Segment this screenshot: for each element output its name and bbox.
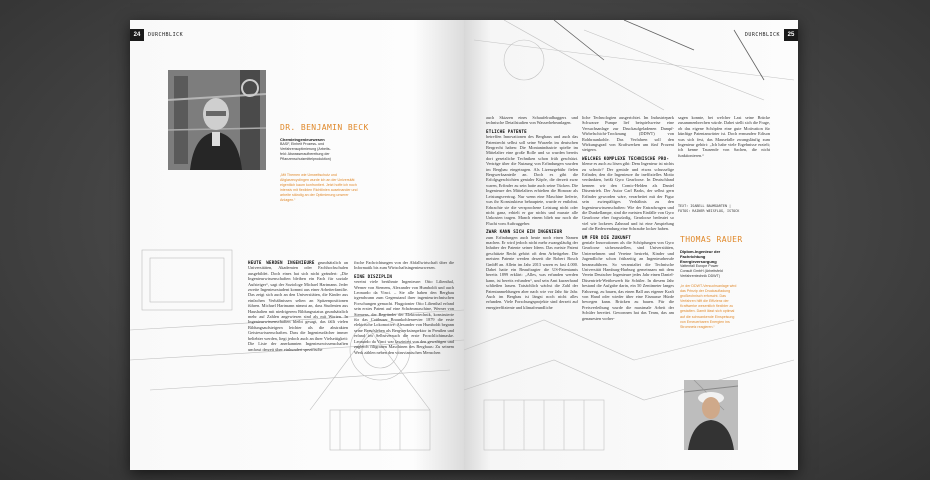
bio-role-beck <box>280 137 360 162</box>
bio-role-rauer <box>680 249 742 279</box>
column-text: vereint viele berühmte Ingenieure: Otto Lilienthal, Werner von Siemens, Alexander von Humboldt und auch Leonardo da Vinci. – Sie alle haben den Bergbau irgendwann zum Gegenstand ihrer ingenieurtechnischen Forschungen gemacht. Flugpionier Otto Lilienthal erfand sein erstes Patent auf eine Schrämmaschine, Werner von Siemens, der Begründer der Elektrotechnik, konstruierte für das Cottbuser Braunkohlenrevier 1879 die erste elektrische Lokomotive. Alexander von Humboldt begann seine Berufsleben als Bergwerksinspektor in Preußen und erfand im Selbstversuch die erste Froschlichtmaske. Leonardo da Vinci war fasziniert von den gewaltigen und zugleich filigranen Maschinen des Bergbaus: Zu seinem Werk zählen neben den vitruvianischen Menschen <box>354 279 454 355</box>
article-column-3 <box>486 115 578 458</box>
column-subhead: UM FÜR DIE ZUKUNFT <box>582 234 631 240</box>
article-column-4 <box>582 115 674 458</box>
bio-quote-rauer: „In der DDWT-Versuchsanlage wird das Prinzip der Druckaufladung großtechnisch erforscht. Das Verfahren hilft die Effizienz der Kraftwerke wesentlich flexibler zu gestalten. Damit lässt sich optimal auf die schwankende Einspeisung von Erneuerbaren Energien ins Stromnetz reagieren.“ <box>680 284 737 329</box>
bio-role-line: Verfahrensoptimierung (Arbeits- <box>280 147 331 151</box>
column-text: betreffen Innovationen des Bergbaus und auch das Patentrecht selbst soll seine Wurzeln im deutschen Bergrecht haben: Die Montanindustrie spielte im Mittelalter eine große Rolle und so wurden bereits dort gesetzliche Techniken schon früh geschützt. Verträge über die Nutzung von Erfindungen wurden im Bergbau eingetragen. Als Lizenzgebühr fielen Bergwerksanteile an. Doch es gibt die Erfolgsgeschichten genialer Köpfe, die derzeit zwar waren, Erfinder zu sein hatte auch seine Tücken. Die Ingenieure des Mittelalters erhielten die Honorar als Leistungsvertrag. Nur wenn eine Maschine lieferte, was ihr Konstrukteur behauptete, wurde er entlohnt. Erbrachte sie die versprochene Leistung nicht oder nicht ganz, erhielt er gar nichts und musste alle Unkosten tragen. Manch einem blieb nur noch die Flucht vom Auftraggeber. <box>486 134 578 226</box>
bio-role-line: feld: Abwasseraufbereitung der <box>280 152 330 156</box>
column-subhead: WELCHES KOMPLEXE TECHNISCHE PRO- <box>582 155 670 161</box>
page-number: 25 <box>784 29 798 41</box>
right-page <box>464 20 798 470</box>
column-text: liche Technologien ausgerichtet. Im Industriepark Schwarze Pumpe lief beispielsweise eine Versuchsanlage zur Druckaufgeladenen Dampf-Wirbelschicht-Trocknung (DDWT) von Rohbraunkohle. Das Verfahren soll den Wirkungsgrad von Kraftwerken um fünf Prozent steigern. <box>582 115 674 153</box>
bio-role-title: Chemieingenieurwesen <box>280 137 325 142</box>
bio-role-title: Diplom-Ingenieur der Fachrichtung Energieversorgung <box>680 249 721 264</box>
column-lead: HEUTE WERDEN INGENIEURE <box>248 260 315 265</box>
column-text: grundsätzlich an Universitäten, Akademien oder Fachhochschulen ausgebildet. Doch eines hat sich nicht geändert: „Die Ingenieurwissenschaften bleiben ein Fach für soziale Aufsteiger“, sagt der Soziologe Michael Hartmann. Jeder zweite Ingenieurstudent kommt aus einer Arbeiterfamilie. Das zeigt sich auch an den Universitäten, die Kinder aus einfachen Verhältnissen selten an Spitzenpositionen führen. Michael Hartmann nimmt an, dass Studenten aus Haushalten mit niedrigerem Bildungsstatus grundsätzlich mehr auf Zahlen angewiesen sind als mit Worten. In Ingenieurwissenschaften bleibt gesagt, das fällt vielen Bildungsaufsteigern leichter als die abstrakten Geisteswissenschaften. Dass die Ingenieurfächer immer beliebter werden, liegt jedoch auch an ihrer Vielseitigkeit: Die Liste der anerkannten Ingenieurwissenschaften umfasst derzeit über einhundert spezifische <box>248 260 348 352</box>
running-head: DURCHBLICK <box>744 32 780 38</box>
column-subhead: ZWAR KANN SICH EIN INGENIEUR <box>486 229 563 235</box>
bio-role-line: Pflanzenschutzmittelproduktion) <box>280 157 331 161</box>
bio-role-line: BASF, Einheit Prozess- und <box>280 142 325 146</box>
bio-role-line: Consult GmbH (Arbeitsfeld <box>680 269 723 273</box>
column-text: fische Fachrichtungen von der Abfallwirtschaft über die Informatik bis zum Wirtschaftsingenieurwesen. <box>354 260 454 271</box>
bio-quote-beck: „Mit Themen wie Umweltschutz und Altglasrecyclingen wurde ich an der Universität eigentlich kaum konfrontiert. Jetzt hoffe ich noch intensiv mit flexiblen Richtlinien auseinander und arbeite ständig an der Optimierung unserer Anlagen.“ <box>280 173 358 203</box>
column-text: zum Erfindungen auch heute noch einen Namen machen. Er wird jedoch nicht mehr zwangsläufig der Inhaber der Patente seiner Ideen. Das meiste Patent geschützte Recht gehört oft dem Arbeitgeber. Die meisten Patente werden derzeit die Robert Bosch GmbH an. Allein im Jahr 2013 waren es fast 4.000. Dabei hatte ein Beauftragter die US-Patentamts bereits 1899 erklärt: „Alles, was erfunden werden kann, ist bereits erfunden“, und sein Amt kurzerhand schließen lassen. Tatsächlich wächst die Zahl der Patentanmeldungen aber nach wie vor Jahr für Jahr. Auch im Bergbau ist längst noch nicht alles erfunden. Viele Forschungsprojekte sind derzeit auf energieeffiziente und klimafreundliche <box>486 234 578 310</box>
article-column-5 <box>678 115 770 201</box>
portrait-photo-beck <box>168 70 266 170</box>
text-credit <box>678 204 739 213</box>
bio-role-line: Vattenfall Europe Power <box>680 264 719 268</box>
article-column-2 <box>354 260 454 458</box>
portrait-photo-rauer <box>684 380 738 450</box>
column-text: bleme es auch zu lösen gibt: Dem Ingenieur ist nichts zu schwör? Der geniale und etwas schusselige Erfinder, den die Ingenieure ihr ineffizielles Motto verdankten, heißt Gyro Gearloose. In Deutschland kennen wir den Comic-Helden als Daniel Düsentrieb. Der Autor Carl Barks, der selbst gern Erfinder geworden wäre, verarbeitet mit der Figur sein zwiespältiges Verhältnis zu den Ingenieurwissenschaften: Wie der Entradwagen und die Dunkellampe, sind die meisten Einfälle von Gyro Gearloose eher fragwürdig, Gearloose bedeutet so viel wie lockeres Zahnrad und ist eine Anspielung auf die Redewendung eine Schraube locker haben. <box>582 161 674 232</box>
magazine-spread <box>130 20 798 470</box>
running-head: DURCHBLICK <box>148 32 184 38</box>
left-page <box>130 20 464 470</box>
column-text: geniale Innovationen als die Schöpfungen von Gyro Gearloose sicherzustellen, sind Universitäten, Unternehmen und Vereine bestrebt, Kinder und Jugendliche schon frühzeitig an Ingenieurberufe heranzuführen. So veranstaltet die Technische Universität Hamburg-Harburg gemeinsam mit dem Verein Deutscher Ingenieure jedes Jahr einen Daniel-Düsentrieb-Wettbewerb für Schüler. In diesem Jahr bestand die Aufgabe darin, ein 50 Zentimeter langes Fahrzeug, zu bauen, das einen Ball aus eigener Kraft von Hand oder wieder über eine Eismasse Hürde bewegen kann. Brücken zu bauen. Für die Preisverleihung wurde die maximale Arbeit der Schüler bereitet. Gewonnen hat das Team, das am genauesten vorher- <box>582 239 674 321</box>
bio-name-beck: DR. BENJAMIN BECK <box>280 123 369 132</box>
column-text: sagen konnte, bei welcher Last seine Brücke zusammenbrechen würde. Dabei stellt sich die Frage, ob das eigene Schöpfen eine gute Motivation für künftige Patentanwärter ist. Doch ermunderr Edison was sich fest, das Mausefalle zwangsläufig zum Ingenieur gehört: „Ich habe viele Ergebnisse erzielt; ich kenne Tausende von Sachen, die nicht funktionieren.“ <box>678 115 770 158</box>
page-number: 24 <box>130 29 144 41</box>
credit-text: TEXT: ISABELL BAUMGARTEN | <box>678 204 732 208</box>
bio-role-line: Verfahrentechnik DDWT) <box>680 274 720 278</box>
column-subhead: EINE DISZIPLIN <box>354 273 393 279</box>
article-column-1 <box>248 260 348 458</box>
bio-name-rauer: THOMAS RAUER <box>680 235 743 244</box>
column-subhead: ETLICHE PATENTE <box>486 128 527 134</box>
credit-photo: FOTOS: RAINER WEISFLOG, ISTOCK <box>678 208 740 213</box>
column-text: auch Skizzen eines Schaufelradbaggers und technische Detailstudien von Wasserhebeanlagen. <box>486 115 578 126</box>
